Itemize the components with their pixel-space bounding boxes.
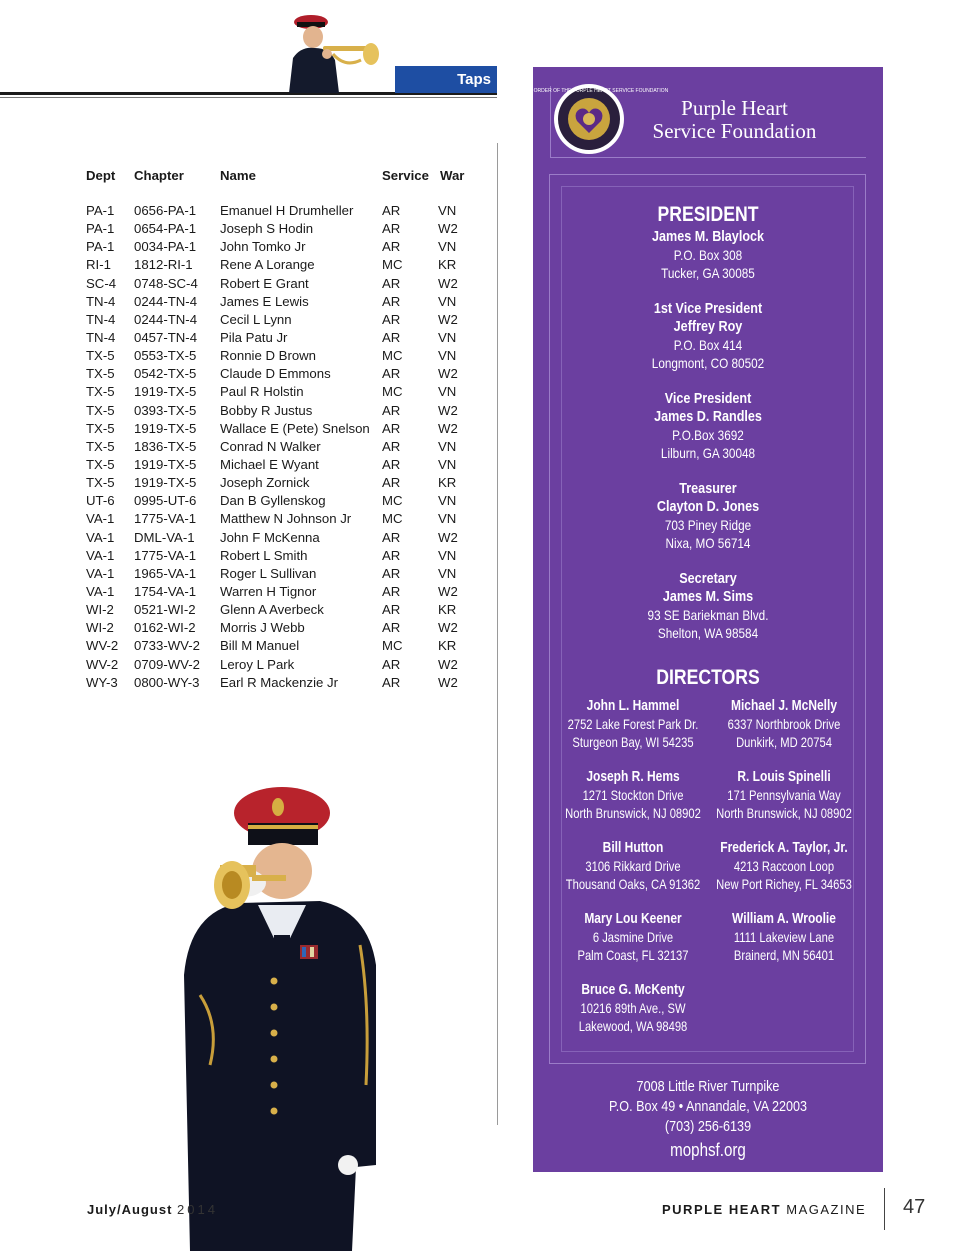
director-address-1: 2752 Lake Forest Park Dr. [567, 716, 699, 732]
cell-chapter: 0034-PA-1 [134, 239, 197, 255]
director-name: Bruce G. McKenty [581, 981, 685, 998]
officer-name: James D. Randles [654, 408, 762, 425]
cell-dept: WI-2 [86, 620, 114, 636]
table-row [86, 329, 486, 347]
officer-president [596, 202, 819, 282]
cell-war: VN [438, 456, 457, 472]
director-address-2: Lakewood, WA 98498 [578, 1018, 688, 1034]
officer-name: Clayton D. Jones [656, 498, 760, 515]
cell-name: Pila Patu Jr [220, 329, 288, 345]
cell-name: Joseph S Hodin [220, 221, 314, 237]
president-heading: PRESIDENT [657, 203, 759, 226]
cell-chapter: 0457-TN-4 [134, 329, 198, 345]
cell-dept: PA-1 [86, 221, 115, 237]
cell-chapter: 0393-TX-5 [134, 402, 197, 418]
director-entry [699, 839, 869, 893]
table-row [86, 220, 486, 238]
table-body [86, 202, 486, 692]
cell-name: James E Lewis [220, 293, 309, 309]
officer-role: Treasurer [679, 480, 737, 497]
cell-dept: PA-1 [86, 239, 115, 255]
cell-chapter: 0800-WY-3 [134, 674, 200, 690]
foundation-title-line2: Service Foundation [652, 119, 817, 143]
officer-address-2: Nixa, MO 56714 [665, 535, 751, 551]
table-row [86, 402, 486, 420]
officer-entries [575, 300, 841, 642]
director-address-2: New Port Richey, FL 34653 [716, 876, 852, 892]
cell-chapter: 0654-PA-1 [134, 221, 197, 237]
bugler-large-illustration [170, 785, 392, 1251]
table-row [86, 438, 486, 456]
cell-name: Joseph Zornick [220, 475, 310, 491]
table-row [86, 529, 486, 547]
director-address-1: 10216 89th Ave., SW [580, 1000, 686, 1016]
cell-dept: VA-1 [86, 529, 115, 545]
cell-service: AR [382, 475, 401, 491]
officer-entry [596, 390, 819, 462]
table-row [86, 293, 486, 311]
cell-chapter: 0733-WV-2 [134, 638, 200, 654]
cell-service: AR [382, 366, 401, 382]
table-row [86, 202, 486, 220]
director-name: Mary Lou Keener [584, 910, 682, 927]
table-row [86, 456, 486, 474]
cell-service: AR [382, 239, 401, 255]
cell-chapter: 0553-TX-5 [134, 348, 197, 364]
header-rule-thin [0, 97, 497, 98]
director-name: Joseph R. Hems [586, 768, 680, 785]
footer-issue-date [87, 1202, 218, 1217]
director-address-2: Brainerd, MN 56401 [733, 947, 835, 963]
cell-name: John F McKenna [220, 529, 320, 545]
cell-dept: SC-4 [86, 275, 117, 291]
table-row [86, 637, 486, 655]
cell-dept: TN-4 [86, 329, 116, 345]
footer-issue-year: 2014 [177, 1202, 218, 1217]
cell-dept: UT-6 [86, 493, 115, 509]
cell-name: Cecil L Lynn [220, 311, 292, 327]
officer-address-2: Tucker, GA 30085 [661, 265, 755, 281]
footer-magazine-light: MAGAZINE [786, 1202, 867, 1217]
officer-address-1: P.O. Box 308 [673, 247, 743, 263]
cell-name: Leroy L Park [220, 656, 295, 672]
director-address-1: 1271 Stockton Drive [582, 787, 684, 803]
cell-service: AR [382, 529, 401, 545]
cell-war: VN [438, 348, 457, 364]
table-row [86, 383, 486, 401]
cell-service: AR [382, 221, 401, 237]
footer-magazine-bold: PURPLE HEART [662, 1202, 782, 1217]
cell-chapter: 0244-TN-4 [134, 293, 198, 309]
cell-dept: WI-2 [86, 602, 114, 618]
cell-service: MC [382, 511, 403, 527]
cell-war: W2 [438, 402, 458, 418]
table-header [86, 168, 486, 192]
cell-name: Roger L Sullivan [220, 565, 317, 581]
contact-street: 7008 Little River Turnpike [636, 1078, 780, 1095]
cell-service: AR [382, 620, 401, 636]
cell-service: MC [382, 348, 403, 364]
cell-name: Wallace E (Pete) Snelson [220, 420, 370, 436]
director-name: William A. Wroolie [732, 910, 836, 927]
officer-address-2: Lilburn, GA 30048 [660, 445, 756, 461]
cell-service: MC [382, 638, 403, 654]
table-row [86, 311, 486, 329]
director-address-2: Palm Coast, FL 32137 [577, 947, 689, 963]
foundation-contact [584, 1077, 833, 1163]
director-address-1: 3106 Rikkard Drive [585, 858, 681, 874]
cell-name: John Tomko Jr [220, 239, 306, 255]
cell-dept: TX-5 [86, 384, 115, 400]
director-entry [548, 697, 718, 751]
officer-address-1: P.O.Box 3692 [672, 427, 744, 443]
cell-chapter: 0162-WI-2 [134, 620, 196, 636]
director-address-1: 4213 Raccoon Loop [733, 858, 835, 874]
seal-lettering: MILITARY ORDER OF THE PURPLE HEART SERVICE FOUNDATION [509, 88, 669, 94]
table-row [86, 510, 486, 528]
cell-dept: TX-5 [86, 402, 115, 418]
cell-dept: VA-1 [86, 511, 115, 527]
cell-service: AR [382, 275, 401, 291]
officer-address-1: 703 Piney Ridge [664, 517, 752, 533]
cell-chapter: 0542-TX-5 [134, 366, 197, 382]
table-row [86, 674, 486, 692]
cell-service: AR [382, 656, 401, 672]
director-entry [548, 839, 718, 893]
cell-war: W2 [438, 420, 458, 436]
cell-dept: TN-4 [86, 293, 116, 309]
cell-chapter: 1919-TX-5 [134, 456, 197, 472]
section-tab-taps: Taps [395, 66, 497, 93]
table-row [86, 420, 486, 438]
header-service: Service [382, 168, 429, 183]
foundation-title [633, 97, 836, 143]
table-row [86, 656, 486, 674]
header-chapter: Chapter [134, 168, 184, 183]
cell-name: Conrad N Walker [220, 438, 321, 454]
bugler-small-illustration [283, 8, 383, 93]
officers-list [575, 202, 841, 660]
table-row [86, 565, 486, 583]
cell-name: Emanuel H Drumheller [220, 203, 354, 218]
cell-service: AR [382, 456, 401, 472]
cell-war: W2 [438, 656, 458, 672]
officer-address-1: 93 SE Bariekman Blvd. [647, 607, 769, 623]
cell-name: Ronnie D Brown [220, 348, 317, 364]
cell-war: VN [438, 293, 457, 309]
director-entry [548, 768, 718, 822]
cell-chapter: 0244-TN-4 [134, 311, 198, 327]
cell-name: Bill M Manuel [220, 638, 300, 654]
cell-name: Michael E Wyant [220, 456, 319, 472]
cell-service: AR [382, 293, 401, 309]
cell-war: VN [438, 511, 457, 527]
cell-chapter: 0709-WV-2 [134, 656, 200, 672]
cell-chapter: 0748-SC-4 [134, 275, 198, 291]
footer-issue-month: July/August [87, 1202, 173, 1217]
officer-entry [596, 480, 819, 552]
director-address-2: Dunkirk, MD 20754 [736, 734, 832, 750]
cell-chapter: 1775-VA-1 [134, 547, 197, 563]
cell-dept: VA-1 [86, 565, 115, 581]
cell-chapter: 1919-TX-5 [134, 475, 197, 491]
director-address-1: 1111 Lakeview Lane [733, 929, 835, 945]
cell-dept: WV-2 [86, 638, 119, 654]
officer-address-1: P.O. Box 414 [673, 337, 743, 353]
cell-name: Glenn A Averbeck [220, 602, 324, 618]
header-war: War [440, 168, 465, 183]
cell-war: KR [438, 257, 457, 273]
cell-service: AR [382, 583, 401, 599]
director-entry [699, 768, 869, 822]
director-address-2: Sturgeon Bay, WI 54235 [572, 734, 694, 750]
cell-name: Paul R Holstin [220, 384, 304, 400]
cell-service: AR [382, 438, 401, 454]
cell-dept: TX-5 [86, 366, 115, 382]
cell-dept: TN-4 [86, 311, 116, 327]
footer-divider [884, 1188, 885, 1230]
cell-war: VN [438, 547, 457, 563]
director-entry [548, 910, 718, 964]
cell-service: MC [382, 257, 403, 273]
cell-dept: TX-5 [86, 475, 115, 491]
cell-name: Dan B Gyllenskog [220, 493, 326, 509]
table-row [86, 492, 486, 510]
director-name: Michael J. McNelly [730, 697, 838, 714]
cell-dept: RI-1 [86, 257, 111, 273]
director-address-1: 6337 Northbrook Drive [727, 716, 841, 732]
director-entry [548, 981, 718, 1035]
cell-war: W2 [438, 620, 458, 636]
cell-service: MC [382, 384, 403, 400]
officer-name: James M. Blaylock [651, 228, 765, 245]
roster-table [86, 168, 486, 692]
director-address-1: 171 Pennsylvania Way [727, 787, 841, 803]
cell-war: W2 [438, 275, 458, 291]
cell-dept: TX-5 [86, 438, 115, 454]
cell-chapter: 0521-WI-2 [134, 602, 196, 618]
officer-entry [596, 570, 819, 642]
cell-name: Warren H Tignor [220, 583, 317, 599]
cell-war: VN [438, 329, 457, 345]
cell-name: Rene A Lorange [220, 257, 315, 273]
table-row [86, 238, 486, 256]
cell-service: AR [382, 402, 401, 418]
cell-name: Earl R Mackenzie Jr [220, 674, 338, 690]
cell-dept: PA-1 [86, 203, 115, 218]
cell-dept: VA-1 [86, 583, 115, 599]
director-address-2: North Brunswick, NJ 08902 [565, 805, 701, 821]
cell-chapter: 1775-VA-1 [134, 511, 197, 527]
cell-dept: TX-5 [86, 456, 115, 472]
cell-war: VN [438, 239, 457, 255]
cell-service: AR [382, 203, 401, 218]
cell-dept: TX-5 [86, 420, 115, 436]
cell-chapter: 1919-TX-5 [134, 384, 197, 400]
cell-war: W2 [438, 311, 458, 327]
cell-war: KR [438, 475, 457, 491]
table-row [86, 275, 486, 293]
cell-chapter: 0656-PA-1 [134, 203, 197, 218]
table-row [86, 365, 486, 383]
directors-heading: DIRECTORS [656, 666, 760, 689]
officer-role: Vice President [664, 390, 752, 407]
cell-chapter: 1812-RI-1 [134, 257, 193, 273]
cell-dept: WV-2 [86, 656, 119, 672]
cell-war: W2 [438, 674, 458, 690]
cell-war: VN [438, 493, 457, 509]
page-number: 47 [903, 1196, 926, 1218]
cell-war: W2 [438, 529, 458, 545]
director-name: Frederick A. Taylor, Jr. [720, 839, 848, 856]
cell-war: W2 [438, 583, 458, 599]
director-entry [699, 697, 869, 751]
officer-entry [596, 300, 819, 372]
column-divider [497, 143, 498, 1125]
officer-role: 1st Vice President [653, 300, 763, 317]
cell-name: Claude D Emmons [220, 366, 331, 382]
director-name: R. Louis Spinelli [737, 768, 831, 785]
cell-dept: VA-1 [86, 547, 115, 563]
director-address-2: North Brunswick, NJ 08902 [716, 805, 852, 821]
table-row [86, 601, 486, 619]
officer-address-2: Longmont, CO 80502 [651, 355, 765, 371]
cell-war: VN [438, 203, 457, 218]
contact-po-box: P.O. Box 49 • Annandale, VA 22003 [608, 1098, 808, 1115]
cell-name: Robert E Grant [220, 275, 309, 291]
table-row [86, 583, 486, 601]
cell-service: AR [382, 565, 401, 581]
cell-war: KR [438, 638, 457, 654]
foundation-title-line1: Purple Heart [681, 96, 788, 120]
table-row [86, 347, 486, 365]
table-row [86, 547, 486, 565]
cell-chapter: 1836-TX-5 [134, 438, 197, 454]
cell-chapter: DML-VA-1 [134, 529, 195, 545]
cell-war: W2 [438, 221, 458, 237]
cell-service: AR [382, 602, 401, 618]
cell-chapter: 1965-VA-1 [134, 565, 197, 581]
director-address-1: 6 Jasmine Drive [592, 929, 674, 945]
officer-name: Jeffrey Roy [673, 318, 743, 335]
cell-war: VN [438, 438, 457, 454]
table-row [86, 619, 486, 637]
director-name: Bill Hutton [602, 839, 664, 856]
cell-service: AR [382, 547, 401, 563]
cell-service: AR [382, 329, 401, 345]
cell-war: VN [438, 565, 457, 581]
cell-service: AR [382, 311, 401, 327]
cell-dept: WY-3 [86, 674, 118, 690]
purple-heart-seal-logo [509, 77, 669, 161]
officer-name: James M. Sims [662, 588, 754, 605]
cell-war: VN [438, 384, 457, 400]
header-name: Name [220, 168, 256, 183]
cell-name: Bobby R Justus [220, 402, 313, 418]
cell-name: Morris J Webb [220, 620, 305, 636]
cell-name: Robert L Smith [220, 547, 308, 563]
footer-magazine-name [662, 1202, 866, 1217]
table-row [86, 474, 486, 492]
table-row [86, 256, 486, 274]
cell-war: W2 [438, 366, 458, 382]
cell-service: MC [382, 493, 403, 509]
cell-chapter: 1754-VA-1 [134, 583, 197, 599]
cell-name: Matthew N Johnson Jr [220, 511, 352, 527]
cell-service: AR [382, 674, 401, 690]
director-entry [699, 910, 869, 964]
director-name: John L. Hammel [586, 697, 680, 714]
contact-phone: (703) 256-6139 [664, 1118, 752, 1135]
header-dept: Dept [86, 168, 116, 183]
contact-website-link[interactable]: mophsf.org [670, 1140, 746, 1160]
cell-war: KR [438, 602, 457, 618]
cell-dept: TX-5 [86, 348, 115, 364]
officer-address-2: Shelton, WA 98584 [657, 625, 759, 641]
cell-chapter: 1919-TX-5 [134, 420, 197, 436]
cell-service: AR [382, 420, 401, 436]
officer-role: Secretary [679, 570, 737, 587]
cell-chapter: 0995-UT-6 [134, 493, 197, 509]
director-address-2: Thousand Oaks, CA 91362 [565, 876, 701, 892]
